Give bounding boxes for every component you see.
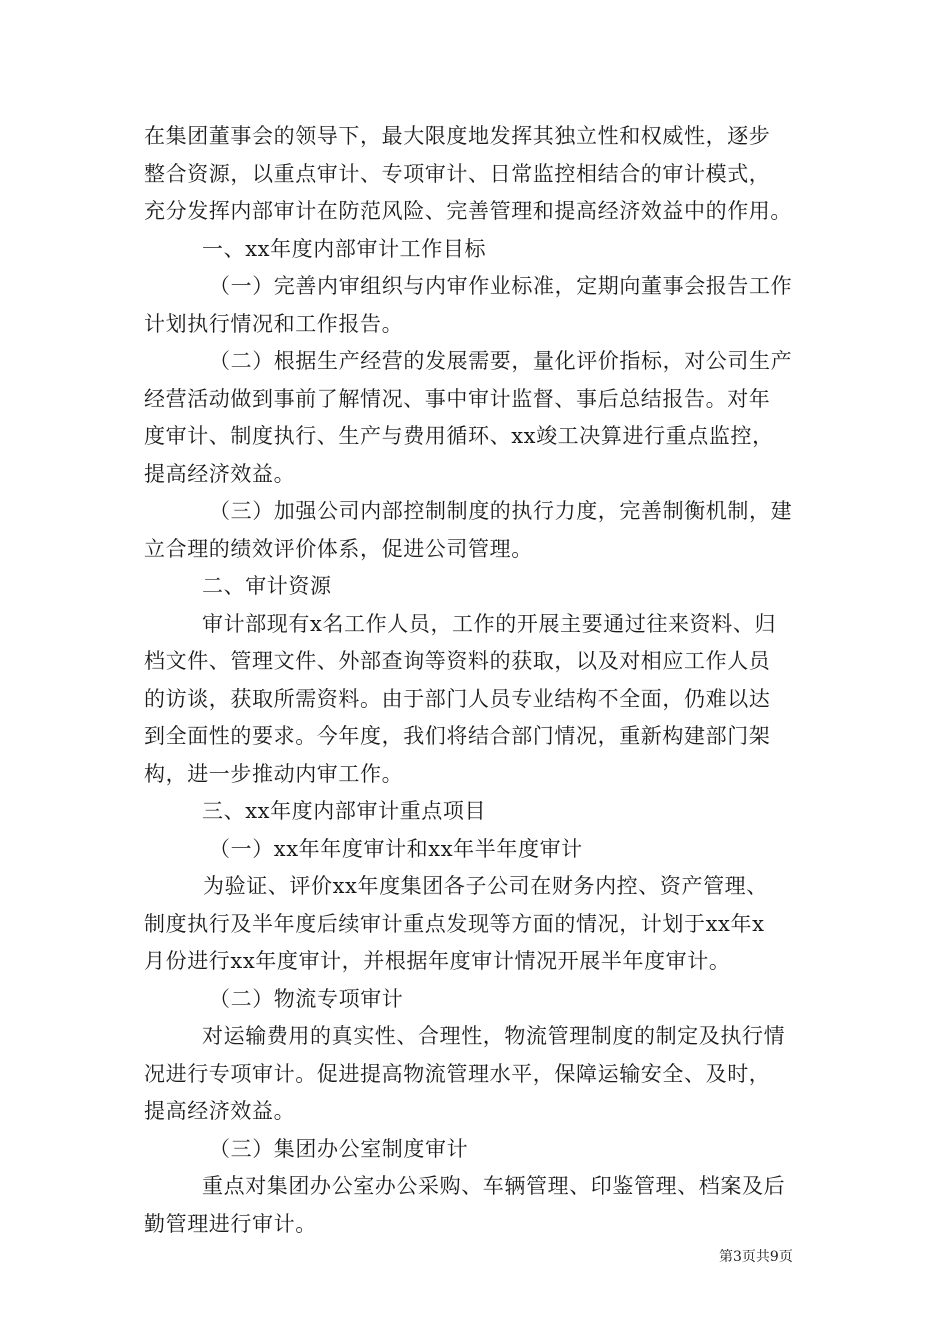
paragraph-line: 对运输费用的真实性、合理性，物流管理制度的制定及执行情 — [202, 1024, 786, 1048]
paragraph-line: 构，进一步推动内审工作。 — [144, 761, 404, 786]
paragraph-line: 月份进行xx年度审计，并根据年度审计情况开展半年度审计。 — [144, 949, 731, 973]
paragraph-line: 经营活动做到事前了解情况、事中审计监督、事后总结报告。对年 — [144, 386, 771, 411]
page-number: 第3页共9页 — [719, 1249, 793, 1265]
section-heading: 一、xx年度内部审计工作目标 — [202, 236, 487, 261]
paragraph-line: 整合资源，以重点审计、专项审计、日常监控相结合的审计模式， — [144, 161, 771, 186]
paragraph-line: 到全面性的要求。今年度，我们将结合部门情况，重新构建部门架 — [144, 724, 771, 748]
paragraph-line: 在集团董事会的领导下，最大限度地发挥其独立性和权威性，逐步 — [144, 124, 771, 148]
paragraph-line: （一）完善内审组织与内审作业标准，定期向董事会报告工作 — [209, 274, 793, 298]
paragraph-line: 档文件、管理文件、外部查询等资料的获取，以及对相应工作人员 — [144, 649, 771, 673]
subsection-heading: （三）集团办公室制度审计 — [209, 1136, 469, 1161]
document-body — [144, 118, 809, 1243]
paragraph-line: （二）根据生产经营的发展需要，量化评价指标，对公司生产 — [209, 349, 793, 373]
paragraph-line: 提高经济效益。 — [144, 1099, 296, 1123]
paragraph-line: （三）加强公司内部控制制度的执行力度，完善制衡机制，建 — [209, 499, 793, 523]
paragraph-line: 度审计、制度执行、生产与费用循环、xx竣工决算进行重点监控， — [144, 424, 774, 448]
paragraph-line: 立合理的绩效评价体系，促进公司管理。 — [144, 536, 533, 561]
paragraph-line: 提高经济效益。 — [144, 461, 296, 486]
paragraph-line: 况进行专项审计。促进提高物流管理水平，保障运输安全、及时， — [144, 1061, 771, 1086]
paragraph-line: 计划执行情况和工作报告。 — [144, 311, 404, 336]
paragraph-line: 勤管理进行审计。 — [144, 1211, 317, 1236]
paragraph-line: 制度执行及半年度后续审计重点发现等方面的情况，计划于xx年x — [144, 911, 765, 936]
paragraph-line: 为验证、评价xx年度集团各子公司在财务内控、资产管理、 — [203, 874, 768, 898]
paragraph-line: 审计部现有x名工作人员，工作的开展主要通过往来资料、归 — [202, 611, 777, 636]
section-heading: 三、xx年度内部审计重点项目 — [202, 799, 487, 823]
section-heading: 二、审计资源 — [202, 574, 332, 598]
subsection-heading: （一）xx年年度审计和xx年半年度审计 — [209, 836, 583, 861]
paragraph-line: 重点对集团办公室办公采购、车辆管理、印鉴管理、档案及后 — [202, 1174, 786, 1198]
paragraph-line: 的访谈，获取所需资料。由于部门人员专业结构不全面，仍难以达 — [144, 686, 771, 711]
subsection-heading: （二）物流专项审计 — [209, 986, 404, 1011]
paragraph-line: 充分发挥内部审计在防范风险、完善管理和提高经济效益中的作用。 — [144, 199, 792, 223]
